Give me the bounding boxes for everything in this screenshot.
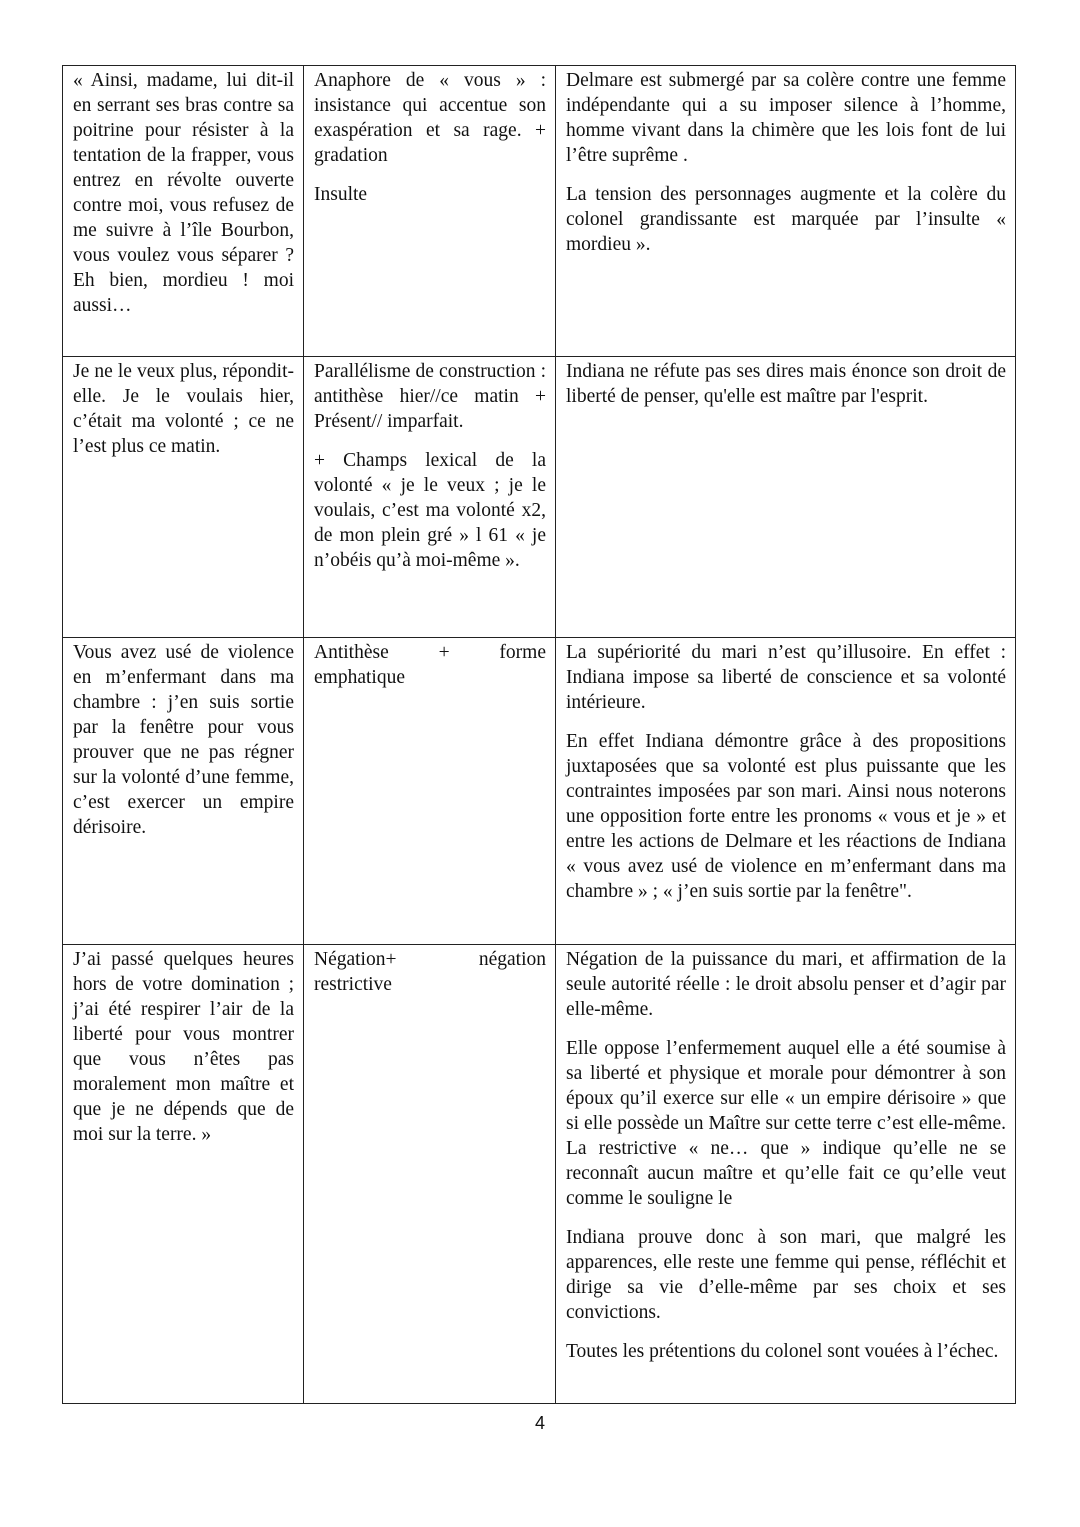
analysis-text: Indiana ne réfute pas ses dires mais énonce son droit de liberté de penser, qu'elle est maître par l'esprit. bbox=[566, 361, 1006, 407]
device-text: Anaphore de « vous » : insistance qui accentue son exaspération et sa rage. + gradation bbox=[314, 70, 546, 166]
device-cell bbox=[304, 945, 556, 1404]
quote-text: « Ainsi, madame, lui dit-il en serrant ses bras contre sa poitrine pour résister à la tentation de la frapper, vous entrez en révolte ouverte contre moi, vous refusez de me suivre à l’île Bourbon, vous voulez vous séparer ? Eh bien, mordieu ! moi aussi… bbox=[73, 70, 294, 316]
quote-text: J’ai passé quelques heures hors de votre domination ; j’ai été respirer l’air de la liberté pour vous montrer que vous n’êtes pas moralement mon maître et que je ne dépends que de moi sur la terre. » bbox=[73, 949, 294, 1145]
table-row bbox=[63, 66, 1016, 357]
quote-cell bbox=[63, 638, 304, 945]
device-cell bbox=[304, 638, 556, 945]
analysis-cell bbox=[556, 638, 1016, 945]
analysis-text: Elle oppose l’enfermement auquel elle a été soumise à sa liberté et physique et morale pour démontrer à son époux qu’il exerce sur elle « un empire dérisoire » que si elle possède un Maître sur cette terre c’est elle-même. La restrictive « ne… que » indique qu’elle ne se reconnaît aucun maître et qu’elle fait ce qu’elle veut comme le souligne le bbox=[566, 1038, 1006, 1209]
analysis-text: La tension des personnages augmente et la colère du colonel grandissante est marquée par l’insulte « mordieu ». bbox=[566, 184, 1006, 255]
device-text: Antithèse + forme emphatique bbox=[314, 642, 546, 688]
device-text: Parallélisme de construction : antithèse hier//ce matin + Présent// imparfait. bbox=[314, 361, 546, 432]
analysis-cell bbox=[556, 357, 1016, 638]
quote-text: Vous avez usé de violence en m’enfermant dans ma chambre : j’en suis sortie par la fenêtre pour vous prouver que ne pas régner sur la volonté d’une femme, c’est exercer un empire dérisoire. bbox=[73, 642, 294, 838]
analysis-cell bbox=[556, 945, 1016, 1404]
analysis-text: En effet Indiana démontre grâce à des propositions juxtaposées que sa volonté est plus puissante que les contraintes imposées par son mari. Ainsi nous noterons une opposition forte entre les pronoms « vous et je » et entre les actions de Delmare et les réactions de Indiana « vous avez usé de violence en m’enfermant dans ma chambre » ; « j’en suis sortie par la fenêtre". bbox=[566, 731, 1006, 902]
device-text: Négation+ négation restrictive bbox=[314, 949, 546, 995]
table-row bbox=[63, 357, 1016, 638]
page-number: 4 bbox=[534, 1413, 545, 1433]
analysis-text: Delmare est submergé par sa colère contre une femme indépendante qui a su imposer silence à l’homme, homme vivant dans la chimère que les lois font de lui l’être suprême . bbox=[566, 70, 1006, 166]
analysis-table bbox=[62, 65, 1016, 1404]
quote-cell bbox=[63, 357, 304, 638]
device-cell bbox=[304, 357, 556, 638]
table-row bbox=[63, 638, 1016, 945]
analysis-text: Indiana prouve donc à son mari, que malgré les apparences, elle reste une femme qui pense, réfléchit et dirige sa vie d’elle-même par ses choix et ses convictions. bbox=[566, 1227, 1006, 1323]
quote-cell bbox=[63, 945, 304, 1404]
quote-cell bbox=[63, 66, 304, 357]
table-row bbox=[63, 945, 1016, 1404]
analysis-text: La supériorité du mari n’est qu’illusoire. En effet : Indiana impose sa liberté de conscience et sa volonté intérieure. bbox=[566, 642, 1006, 713]
device-text: + Champs lexical de la volonté « je le veux ; je le voulais, c’est ma volonté x2, de mon plein gré » l 61 « je n’obéis qu’à moi-même ». bbox=[314, 450, 546, 571]
device-text: Insulte bbox=[314, 184, 368, 205]
analysis-text: Toutes les prétentions du colonel sont vouées à l’échec. bbox=[566, 1341, 999, 1362]
device-cell bbox=[304, 66, 556, 357]
quote-text: Je ne le veux plus, répondit-elle. Je le voulais hier, c’était ma volonté ; ce ne l’est plus ce matin. bbox=[73, 361, 294, 457]
analysis-text: Négation de la puissance du mari, et affirmation de la seule autorité réelle : le droit absolu penser et d’agir par elle-même. bbox=[566, 949, 1006, 1020]
analysis-cell bbox=[556, 66, 1016, 357]
